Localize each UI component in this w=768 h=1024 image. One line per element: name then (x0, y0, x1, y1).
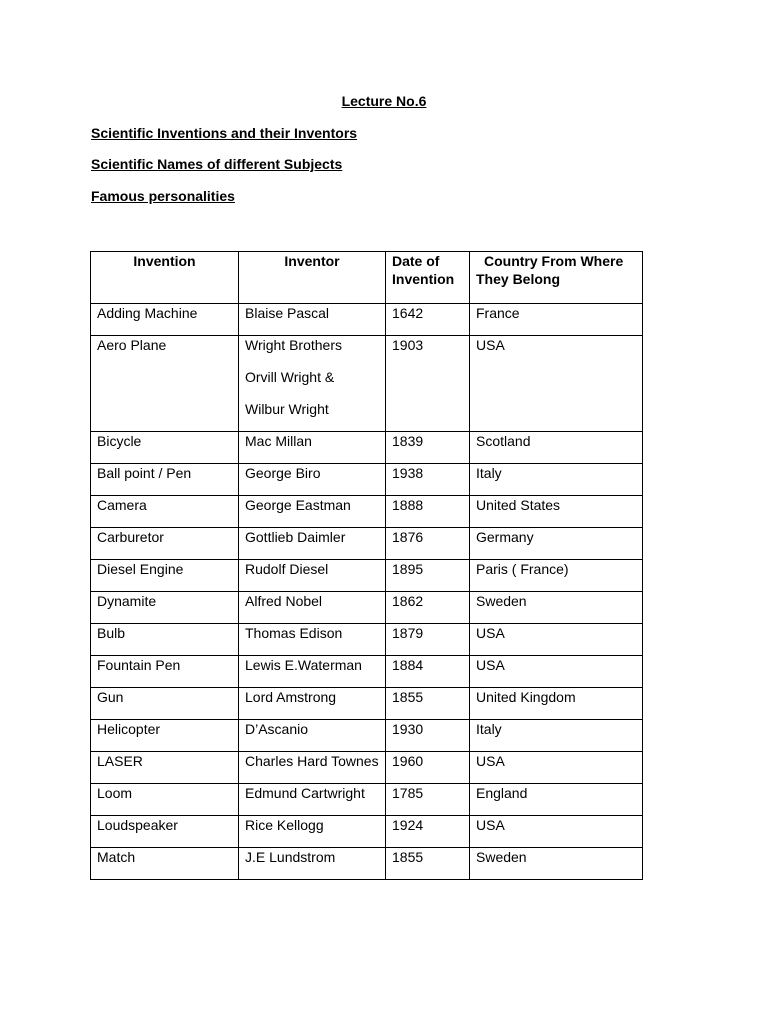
header-invention: Invention (91, 252, 239, 304)
table-row (91, 848, 643, 880)
cell-invention: Loom (91, 784, 239, 816)
table-row (91, 560, 643, 592)
header-country-line2: They Belong (476, 271, 561, 287)
cell-invention: Aero Plane (91, 336, 239, 432)
table-row (91, 656, 643, 688)
inventor-line: Wright Brothers (245, 337, 342, 353)
cell-country: Sweden (470, 592, 643, 624)
cell-date: 1930 (386, 720, 470, 752)
header-country-line1: Country From Where (484, 253, 624, 269)
cell-country: USA (470, 336, 643, 432)
cell-country: USA (470, 656, 643, 688)
cell-invention: Helicopter (91, 720, 239, 752)
cell-invention: Carburetor (91, 528, 239, 560)
table-row (91, 432, 643, 464)
cell-country: Sweden (470, 848, 643, 880)
inventor-line: Wilbur Wright (245, 401, 329, 417)
cell-inventor: Rice Kellogg (239, 816, 386, 848)
cell-inventor: Lewis E.Waterman (239, 656, 386, 688)
cell-invention: Diesel Engine (91, 560, 239, 592)
cell-date: 1895 (386, 560, 470, 592)
heading-inventions: Scientific Inventions and their Inventors (91, 125, 358, 141)
cell-date: 1960 (386, 752, 470, 784)
cell-inventor: George Eastman (239, 496, 386, 528)
table-row (91, 464, 643, 496)
cell-invention: Gun (91, 688, 239, 720)
cell-inventor: J.E Lundstrom (239, 848, 386, 880)
cell-inventor: Alfred Nobel (239, 592, 386, 624)
cell-country: France (470, 304, 643, 336)
cell-inventor: Edmund Cartwright (239, 784, 386, 816)
cell-invention: Adding Machine (91, 304, 239, 336)
cell-inventor: Gottlieb Daimler (239, 528, 386, 560)
cell-date: 1888 (386, 496, 470, 528)
cell-country: United States (470, 496, 643, 528)
table-row (91, 752, 643, 784)
table-header-row (91, 252, 643, 304)
table-row (91, 528, 643, 560)
page-title: Lecture No.6 (341, 93, 427, 109)
cell-inventor: Mac Millan (239, 432, 386, 464)
cell-inventor: Blaise Pascal (239, 304, 386, 336)
cell-inventor: Rudolf Diesel (239, 560, 386, 592)
table-row (91, 592, 643, 624)
cell-date: 1876 (386, 528, 470, 560)
cell-country: Italy (470, 464, 643, 496)
table-row (91, 720, 643, 752)
cell-inventor (239, 336, 386, 432)
header-date (386, 252, 470, 304)
cell-invention: Bicycle (91, 432, 239, 464)
cell-inventor: Thomas Edison (239, 624, 386, 656)
cell-inventor: Charles Hard Townes (239, 752, 386, 784)
heading-scientific-names: Scientific Names of different Subjects (91, 156, 343, 172)
cell-invention: Ball point / Pen (91, 464, 239, 496)
cell-country: USA (470, 816, 643, 848)
inventions-table (90, 251, 643, 880)
header-date-line2: Invention (392, 271, 455, 287)
cell-country: USA (470, 752, 643, 784)
cell-country: Italy (470, 720, 643, 752)
cell-invention: LASER (91, 752, 239, 784)
header-inventor: Inventor (239, 252, 386, 304)
cell-invention: Bulb (91, 624, 239, 656)
cell-date: 1785 (386, 784, 470, 816)
cell-invention: Match (91, 848, 239, 880)
cell-invention: Loudspeaker (91, 816, 239, 848)
cell-invention: Dynamite (91, 592, 239, 624)
cell-date: 1903 (386, 336, 470, 432)
cell-invention: Fountain Pen (91, 656, 239, 688)
cell-date: 1924 (386, 816, 470, 848)
table-row (91, 336, 643, 432)
cell-invention: Camera (91, 496, 239, 528)
table-row (91, 624, 643, 656)
cell-country: Paris ( France) (470, 560, 643, 592)
cell-country: Germany (470, 528, 643, 560)
cell-date: 1839 (386, 432, 470, 464)
cell-inventor: George Biro (239, 464, 386, 496)
cell-date: 1862 (386, 592, 470, 624)
header-date-line1: Date of (392, 253, 440, 269)
cell-date: 1642 (386, 304, 470, 336)
cell-date: 1855 (386, 688, 470, 720)
cell-date: 1884 (386, 656, 470, 688)
cell-country: United Kingdom (470, 688, 643, 720)
cell-date: 1855 (386, 848, 470, 880)
table-row (91, 816, 643, 848)
cell-country: USA (470, 624, 643, 656)
cell-country: Scotland (470, 432, 643, 464)
table-row (91, 688, 643, 720)
table-row (91, 496, 643, 528)
heading-famous-personalities: Famous personalities (91, 188, 235, 204)
inventor-line: Orvill Wright & (245, 369, 335, 385)
cell-date: 1879 (386, 624, 470, 656)
table-row (91, 304, 643, 336)
table-row (91, 784, 643, 816)
cell-date: 1938 (386, 464, 470, 496)
cell-country: England (470, 784, 643, 816)
header-country (470, 252, 643, 304)
cell-inventor: Lord Amstrong (239, 688, 386, 720)
cell-inventor: D’Ascanio (239, 720, 386, 752)
